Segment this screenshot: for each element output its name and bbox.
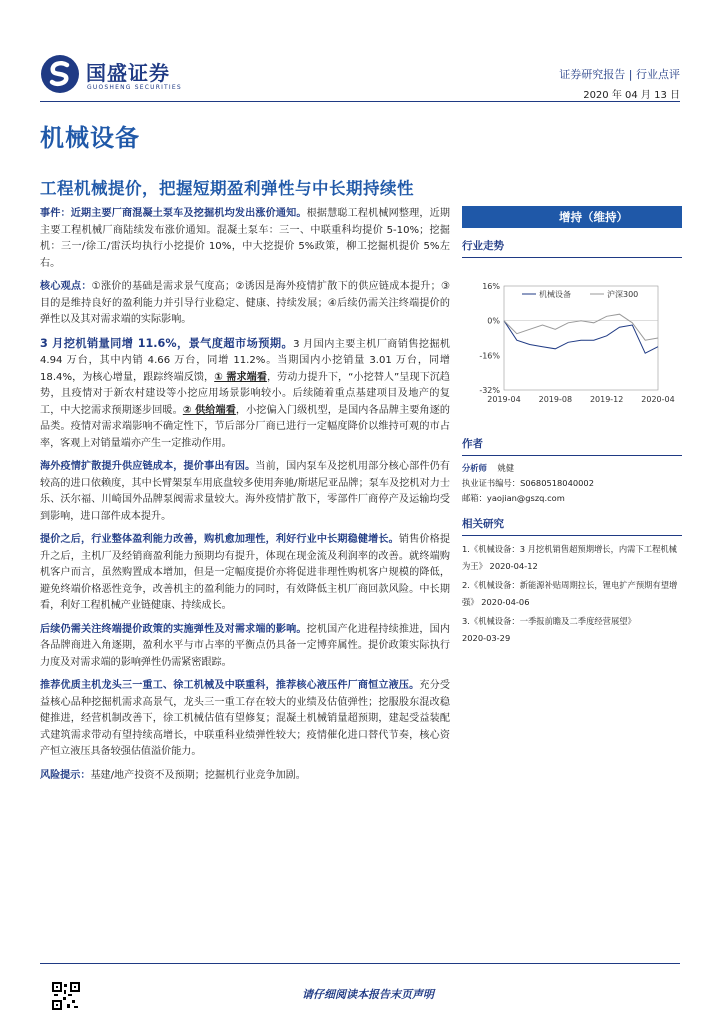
plot-frame	[504, 286, 658, 390]
related-title: 1.《机械设备：3 月挖机销售超预期增长，内需下工程机械为王》	[462, 544, 677, 571]
analyst-name: 姚健	[497, 463, 515, 473]
supply-side-label: ② 供给端看	[182, 404, 236, 416]
header-divider	[40, 101, 680, 102]
report-type: 证券研究报告 | 行业点评	[559, 68, 680, 81]
related-date: 2020-04-12	[489, 561, 538, 571]
follow-up-text: 挖机国产化进程持续推进，国内各品牌商进入角逐期，盈利水平与市占率的平衡点仍具备一定博弈属性。提价政策实际执行力度及对需求端的影响弹性仍需紧密跟踪。	[40, 623, 451, 668]
related-date: 2020-04-06	[481, 597, 530, 607]
paragraph-risk	[40, 768, 450, 785]
march-sales-text-a: 3 月国内主要主机厂商销售挖掘机 4.94 万台，其中内销 4.66 万台，同增 11.2%。当期国内小挖销量 3.01 万台，同增 18.4%，为核心增量，跟踪终端反馈，	[40, 338, 450, 383]
recommendation-text: 充分受益核心品种挖掘机需求高景气，龙头三一重工存在较大的业绩及估值弹性；挖服股东混改稳健推进，经营机制改善下，徐工机械估值有望修复；混凝土机械销量超预期，建起受益装配式建筑需求带动有望持续高增长，中联重科业绩弹性较大；疫情催化进口替代节奏，核心资产恒立液压具备较强估值溢价能力。	[40, 680, 451, 757]
related-item[interactable]	[462, 577, 682, 611]
y-tick-label: -32%	[479, 386, 500, 395]
paragraph-march-sales	[40, 336, 450, 453]
related-item[interactable]	[462, 541, 682, 575]
sidebar	[462, 206, 682, 649]
x-tick-label: 2019-12	[589, 395, 624, 404]
related-title: 2.《机械设备：新能源补贴周期拉长，锂电扩产预期有望增强》	[462, 580, 678, 607]
follow-up-lead: 后续仍需关注终端提价政策的实施弹性及对需求端的影响。	[40, 623, 307, 635]
related-title: 3.《机械设备：一季报前瞻及二季度经营展望》	[462, 616, 636, 626]
sector-title: 机械设备	[40, 124, 140, 152]
logo-english: GUOSHENG SECURITIES	[87, 84, 182, 91]
cert-row	[462, 476, 682, 491]
supply-chain-lead: 海外疫情扩散提升供应链成本，提价事出有因。	[40, 461, 256, 472]
event-lead: 事件：近期主要厂商混凝土泵车及挖掘机均发出涨价通知。	[40, 208, 307, 219]
author-section-title: 作者	[462, 436, 682, 456]
paragraph-supply-chain	[40, 459, 450, 525]
risk-lead: 风险提示：	[40, 769, 91, 781]
event-text: 根据慧聪工程机械网整理，近期主要工程机械厂商陆续发布涨价通知。混凝土泵车：三一、中联重科均提价 5-10%；挖掘机：三一/徐工/雷沃均执行小挖提价 10%，中大挖提价 5%政策，柳工挖掘机提价 5%左右。	[40, 208, 451, 269]
trend-chart-svg	[462, 258, 682, 426]
related-item[interactable]	[462, 613, 682, 647]
legend-label: 沪深300	[607, 290, 639, 299]
related-list	[462, 541, 682, 647]
rating-badge: 增持（维持）	[462, 206, 682, 228]
trend-chart	[462, 258, 682, 426]
demand-side-label: ① 需求端看	[214, 371, 267, 383]
risk-text: 基建/地产投资不及预期；挖掘机行业竞争加剧。	[90, 769, 306, 781]
company-logo	[40, 54, 210, 98]
x-tick-label: 2019-08	[538, 395, 573, 404]
logo-icon	[40, 54, 80, 94]
report-headline: 工程机械提价，把握短期盈利弹性与中长期持续性	[40, 179, 414, 198]
main-content	[40, 206, 450, 791]
trend-section-title: 行业走势	[462, 238, 682, 258]
paragraph-follow-up	[40, 622, 450, 672]
cert-number: S0680518040002	[520, 478, 594, 488]
cert-label: 执业证书编号：	[462, 478, 521, 488]
author-info	[462, 461, 682, 506]
related-date: 2020-03-29	[462, 633, 511, 643]
paragraph-event	[40, 206, 450, 272]
series-line-csi300	[504, 314, 658, 340]
email-label: 邮箱：	[462, 493, 487, 503]
y-tick-label: -16%	[479, 351, 500, 361]
email-address[interactable]: yaojian@gszq.com	[486, 493, 565, 503]
march-sales-lead: 3 月挖机销量同增 11.6%，景气度超市场预期。	[40, 336, 294, 350]
core-view-text: ①涨价的基础是需求景气度高；②诱因是海外疫情扩散下的供应链成本提升；③目的是维持良好的盈利能力并引导行业稳定、健康、持续发展；④后续仍需关注终端提价的弹性以及其对需求端的实际影响。	[40, 281, 450, 325]
y-tick-label: 0%	[487, 316, 500, 326]
supply-chain-text: 当前，国内泵车及挖机用部分核心部件仍有较高的进口依赖度，其中长臂架泵车用底盘较多使用奔驰/斯堪尼亚品牌；泵车及挖机对力士乐、沃尔福、川崎国外品牌泵阀需求量较大。海外疫情扩散下，零部件厂商停产及运输均受到影响，进口部件成本提升。	[40, 461, 451, 522]
related-section-title: 相关研究	[462, 516, 682, 536]
march-sales-text-c: ，小挖偏入门级机型，是国内各品牌主要角逐的品类。疫情对需求端影响不确定性下，节后部分厂商已进行一定幅度降价以维持可观的市占率，客观上对销量端亦产生一定推动作用。	[40, 404, 450, 449]
core-view-lead: 核心观点：	[40, 281, 92, 292]
profitability-lead: 提价之后，行业整体盈利能力改善，购机愈加理性，利好行业中长期稳健增长。	[40, 534, 399, 545]
analyst-label: 分析师	[462, 463, 487, 473]
profitability-text: 销售价格提升之后，主机厂及经销商盈利能力预期均有提升，体现在现金流及利润率的改善。就终端购机客户而言，虽然购置成本增加，但是一定幅度提价亦将促进非理性购机客户规模的降低，避免终端价格恶性竞争，改善机主的盈利能力的同时，有效降低主机厂商回款风险。中长期看，利好工程机械产业链健康、持续成长。	[40, 534, 451, 611]
footer-disclaimer: 请仔细阅读本报告末页声明	[302, 988, 434, 1001]
y-tick-label: 16%	[482, 282, 500, 291]
paragraph-core-view	[40, 279, 450, 329]
footer-divider	[40, 963, 680, 964]
x-tick-label: 2019-04	[487, 395, 521, 404]
legend-label: 机械设备	[539, 290, 571, 299]
paragraph-profitability	[40, 532, 450, 615]
qr-code-icon	[52, 982, 80, 1010]
recommendation-lead: 推荐优质主机龙头三一重工、徐工机械及中联重科，推荐核心液压件厂商恒立液压。	[40, 680, 420, 691]
analyst-row	[462, 461, 682, 476]
report-date: 2020 年 04 月 13 日	[583, 90, 680, 101]
paragraph-recommendation	[40, 678, 450, 761]
email-row	[462, 491, 682, 506]
logo-text: 国盛证券	[86, 61, 170, 85]
x-tick-label: 2020-04	[641, 395, 675, 404]
march-sales-text-b: ，劳动力提升下，“小挖替人”呈现下沉趋势，且疫情对于新农村建设等小挖应用场景影响较小。后续随着重点基建项目及地产的复工，中大挖需求预期逐步回暖。	[40, 371, 450, 416]
